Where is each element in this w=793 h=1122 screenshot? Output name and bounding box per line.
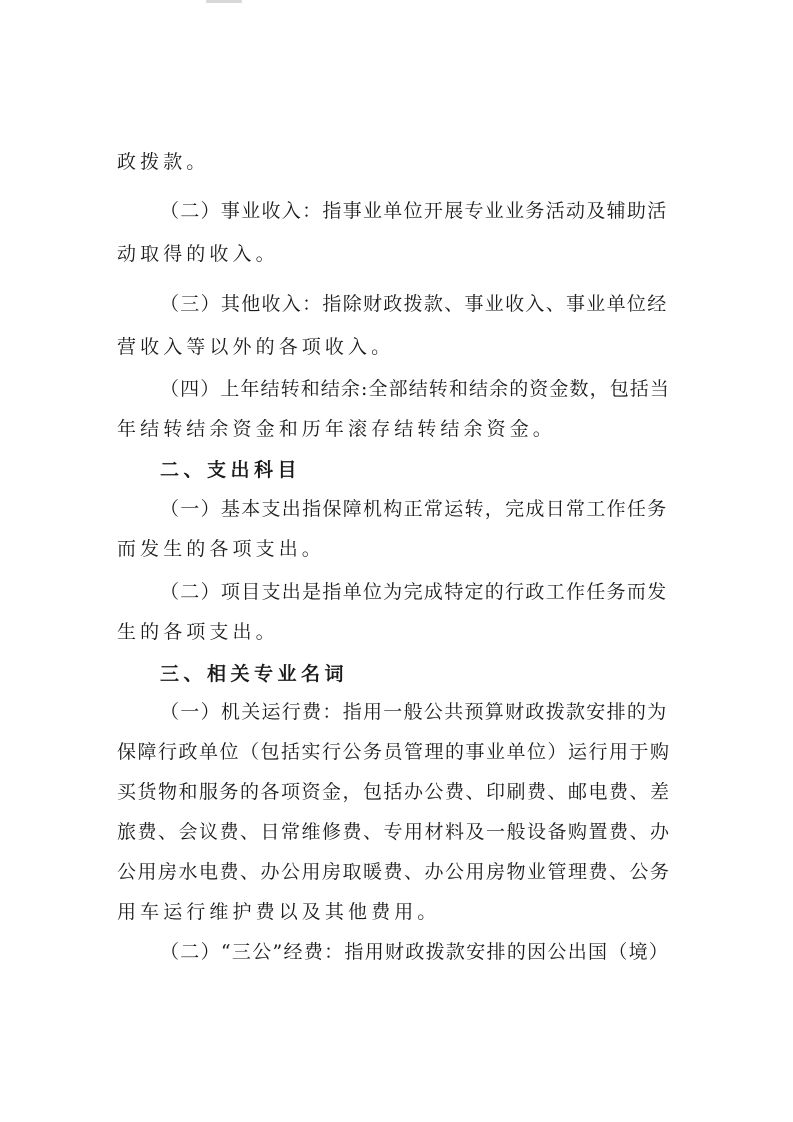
paragraph-line: 政拨款。	[117, 151, 210, 173]
section-heading-expenditure: 二、支出科目	[160, 459, 302, 481]
paragraph-line: 保障行政单位（包括实行公务员管理的事业单位）运行用于购	[117, 741, 671, 763]
paragraph-line: 动取得的收入。	[117, 243, 279, 265]
paragraph-line: （二）“三公”经费：指用财政拨款安排的因公出国（境）	[160, 941, 670, 963]
paragraph-line: 生的各项支出。	[117, 621, 279, 643]
paragraph-line: 公用房水电费、办公用房取暖费、办公用房物业管理费、公务	[117, 861, 671, 883]
paragraph-line: （四）上年结转和结余:全部结转和结余的资金数，包括当	[160, 378, 671, 400]
paragraph-line: （二）事业收入：指事业单位开展专业业务活动及辅助活	[160, 200, 668, 222]
paragraph-line: （三）其他收入：指除财政拨款、事业收入、事业单位经	[160, 293, 668, 315]
paragraph-line: 而发生的各项支出。	[117, 538, 325, 560]
paragraph-line: 营收入等以外的各项收入。	[117, 336, 395, 358]
paragraph-line: （二）项目支出是指单位为完成特定的行政工作任务而发	[160, 581, 668, 603]
paragraph-line: （一）基本支出指保障机构正常运转，完成日常工作任务	[160, 498, 668, 520]
paragraph-line: 年结转结余资金和历年滚存结转结余资金。	[117, 418, 556, 440]
paragraph-line: （一）机关运行费：指用一般公共预算财政拨款安排的为	[160, 701, 668, 723]
paragraph-line: 买货物和服务的各项资金，包括办公费、印刷费、邮电费、差	[117, 781, 671, 803]
section-heading-terms: 三、相关专业名词	[160, 663, 349, 685]
paragraph-line: 用车运行维护费以及其他费用。	[117, 901, 441, 923]
scan-artifact	[206, 0, 242, 3]
paragraph-line: 旅费、会议费、日常维修费、专用材料及一般设备购置费、办	[117, 821, 671, 843]
